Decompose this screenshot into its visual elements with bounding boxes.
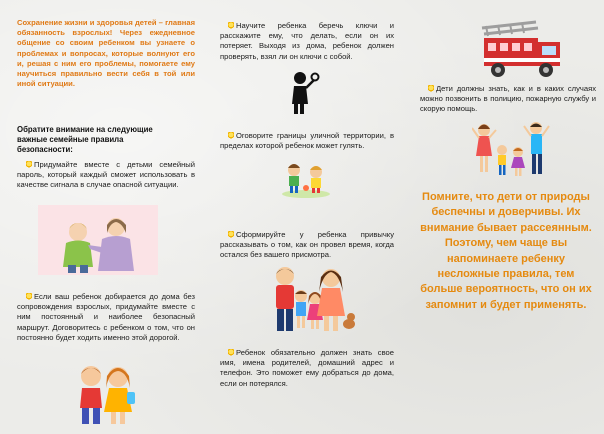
rule-keys-text: Научите ребенка беречь ключи и расскажите ему, что делать, если он их потеряет. Выходя из дома, ребенок должен проверять, взял ли он ключи с собой. <box>220 21 394 61</box>
fire-truck-icon <box>478 20 564 82</box>
children-icon <box>282 160 330 198</box>
rule-report-text: Сформируйте у ребенка привычку рассказывать о том, как он провел время, когда остался без вашего присмотра. <box>220 230 394 260</box>
rule-password-text: Придумайте вместе с детьми семейный пароль, который каждый сможет использовать в качестве сигнала в случае опасной ситуации. <box>17 160 195 190</box>
lightbulb-icon <box>26 161 32 168</box>
lightbulb-icon <box>228 231 234 238</box>
lightbulb-icon <box>26 293 32 300</box>
intro-text: Сохранение жизни и здоровья детей – главная обязанность взрослых! Через ежедневное общение со своим ребенком вы узнаете о проблемах и вопросах, которые волнуют его и, решая с ним его проблемы, помогаете ему научиться правильно вести себя в той или иной ситуации. <box>17 18 195 89</box>
rule-territory-text: Оговорите границы уличной территории, в пределах которой ребенок может гулять. <box>220 131 394 151</box>
family-icon <box>265 264 357 334</box>
keys-icon <box>290 68 320 116</box>
rule-keys <box>220 21 394 62</box>
lightbulb-icon <box>228 132 234 139</box>
rule-address-text: Ребенок обязательно должен знать свое имя, имена родителей, домашний адрес и телефон. Это поможет ему добраться до дома, если он потерялся. <box>220 348 394 388</box>
parent-child-illustration <box>38 205 158 275</box>
rule-emergency-text: Дети должны знать, как и в каких случаях можно позвонить в полицию, пожарную службу и скорую помощь. <box>420 84 596 114</box>
closing-message: Помните, что дети от природы беспечны и доверчивы. Их внимание бывает рассеянным. Поэтому, чем чаще вы напоминаете ребенку несложные правила, тем больше вероятность, что он их запомнит и будет применять. <box>420 191 592 311</box>
column-middle <box>200 0 400 434</box>
lightbulb-icon <box>228 349 234 356</box>
rule-report <box>220 230 394 261</box>
jumping-family-illustration <box>472 120 550 182</box>
rule-address <box>220 348 394 389</box>
rule-emergency <box>420 84 596 115</box>
rule-route-text: Если ваш ребенок добирается до дома без сопровождения взрослых, придумайте вместе с ним постоянный и наиболее безопасный маршрут. Договоритесь с ребенком о том, что он постоянно будет ходить именно этой дорогой. <box>17 292 195 342</box>
rule-password <box>17 160 195 191</box>
lightbulb-icon <box>428 85 434 92</box>
rules-heading: Обратите внимание на следующие важные семейные правила безопасности: <box>17 125 153 154</box>
rule-territory <box>220 131 394 151</box>
column-left <box>0 0 200 434</box>
rule-route <box>17 292 195 343</box>
two-kids-illustration <box>72 362 138 428</box>
lightbulb-icon <box>228 22 234 29</box>
